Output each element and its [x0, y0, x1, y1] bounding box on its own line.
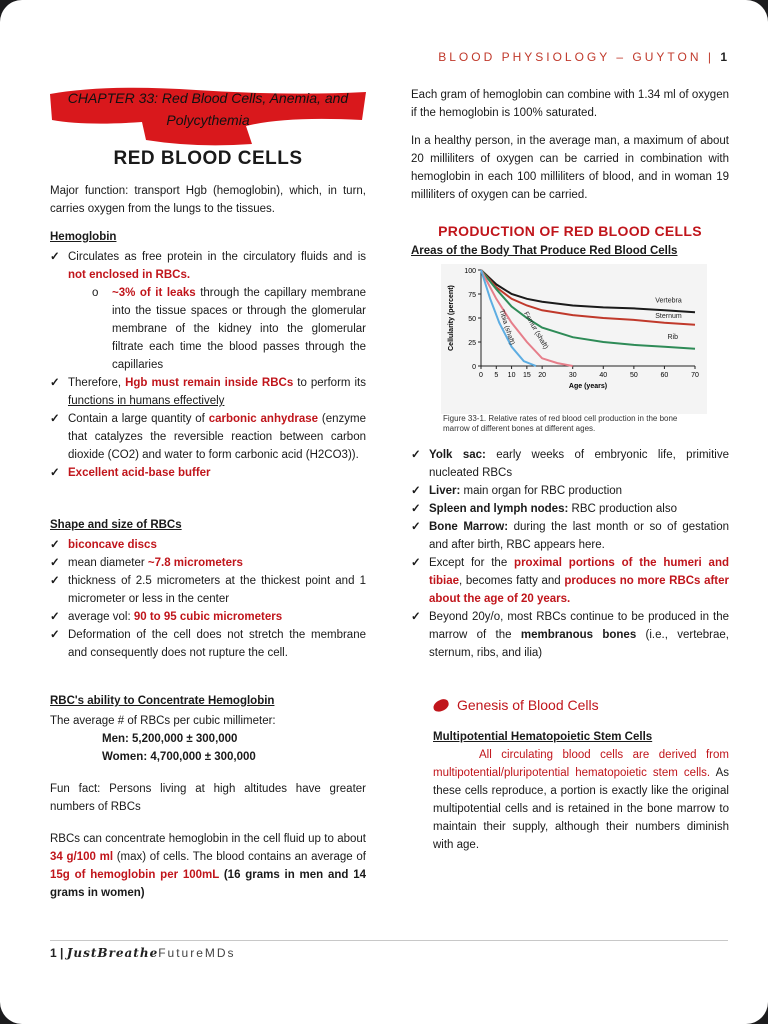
bold-text: membranous bones — [520, 629, 637, 641]
text: (enzyme that catalyzes the reversible reaction between carbon dioxide (CO2) and water to form carbonic acid (H2CO3)). — [68, 413, 366, 461]
highlight: produces no more RBCs after about the age of 20 years. — [429, 575, 729, 605]
men-count: Men: 5,200,000 ± 300,000 — [102, 733, 238, 745]
series-label: Rib — [667, 334, 679, 342]
shape-heading: Shape and size of RBCs — [50, 519, 182, 531]
shape-list — [50, 536, 366, 662]
series-label: Tibia (shaft) — [497, 308, 516, 346]
list-item — [411, 518, 729, 554]
list-item — [411, 482, 729, 500]
chart-svg — [441, 264, 707, 414]
list-item — [411, 500, 729, 518]
text: Contain a large quantity of — [68, 413, 209, 425]
x-tick-label: 5 — [494, 372, 499, 379]
text: Deformation of the cell does not stretch the membrane and consequently does not rupture the cell. — [68, 629, 366, 659]
sub-list-item — [104, 284, 366, 374]
bold-text: Yolk sac: — [429, 449, 486, 461]
blood-drop-icon — [432, 697, 451, 713]
text: Therefore, — [68, 377, 126, 389]
x-tick-label: 40 — [599, 372, 608, 379]
chapter-title: CHAPTER 33: Red Blood Cells, Anemia, and Polycythemia — [67, 90, 349, 128]
highlight: proximal portions of the humeri and tibiae — [429, 557, 729, 587]
highlight: 90 to 95 cubic micrometers — [133, 611, 283, 623]
list-item — [411, 554, 729, 608]
figure-caption: Figure 33-1. Relative rates of red blood cell production in the bone marrow of different bones at different ages. — [443, 414, 678, 433]
x-tick-label: 50 — [629, 372, 638, 379]
header-page-number: 1 — [720, 50, 728, 64]
series-label: Femur (shaft) — [522, 310, 550, 351]
genesis-title: Genesis of Blood Cells — [457, 697, 599, 713]
x-tick-label: 0 — [479, 372, 483, 379]
text: (max) of cells. The blood contains an average of — [113, 851, 366, 863]
oxygen-capacity-paragraph: Each gram of hemoglobin can combine with 1.34 ml of oxygen if the hemoglobin is 100% saturated. — [411, 89, 729, 119]
y-tick-label: 0 — [472, 364, 476, 371]
oxygen-healthy-paragraph: In a healthy person, in the average man, a maximum of about 20 milliliters of oxygen can be carried in combination with hemoglobin in each 100 milliliters of blood, and in woman 19 milliliters of oxygen can be carried. — [411, 135, 729, 201]
text: As these cells reproduce, a portion is exactly like the original multipotential cells and is retained in the bone marrow to maintain their supply, although their numbers diminish with age. — [433, 767, 729, 851]
highlight: ~3% of it leaks — [112, 287, 196, 299]
bold-text: Liver: — [429, 485, 461, 497]
list-item — [50, 374, 366, 410]
list-item — [50, 626, 366, 662]
text: to perform its — [293, 377, 366, 389]
list-item — [50, 554, 366, 572]
intro-paragraph: Major function: transport Hgb (hemoglobin), which, in turn, carries oxygen from the lungs to the tissues. — [50, 185, 366, 215]
highlight: 15g of hemoglobin per 100mL — [50, 869, 220, 881]
footer — [50, 946, 236, 960]
underlined-text: functions in humans effectively — [68, 395, 225, 407]
stem-cells-paragraph — [433, 746, 729, 854]
highlight: Hgb must remain inside RBCs — [125, 377, 294, 389]
list-item — [411, 446, 729, 482]
concentrate-paragraph — [50, 830, 366, 902]
text: Except for the — [429, 557, 515, 569]
highlight: biconcave discs — [68, 539, 157, 551]
hemoglobin-heading: Hemoglobin — [50, 231, 117, 243]
text: Circulates as free protein in the circulatory fluids and is — [68, 251, 366, 263]
y-tick-label: 50 — [468, 316, 476, 323]
list-item — [411, 608, 729, 662]
bold-text: Spleen and lymph nodes: — [429, 503, 569, 515]
x-tick-label: 70 — [691, 372, 699, 379]
running-header — [438, 50, 728, 64]
text: average vol: — [68, 611, 134, 623]
sub-list — [68, 284, 366, 374]
right-column — [411, 86, 729, 864]
highlight: carbonic anhydrase — [208, 413, 319, 425]
bold-text: (16 grams in men and 14 grams in women) — [50, 869, 366, 899]
text: RBCs can concentrate hemoglobin in the cell fluid up to about — [50, 833, 366, 845]
text: mean diameter — [68, 557, 148, 569]
hemoglobin-list — [50, 248, 366, 482]
chapter-banner — [50, 86, 366, 148]
text: , becomes fatty and — [459, 575, 565, 587]
list-item — [50, 536, 366, 554]
text: thickness of 2.5 micrometers at the thickest point and 1 micrometer or less in the center — [68, 575, 366, 605]
main-title: RED BLOOD CELLS — [113, 148, 303, 169]
areas-heading: Areas of the Body That Produce Red Blood Cells — [411, 245, 678, 257]
concentrate-heading: RBC's ability to Concentrate Hemoglobin — [50, 695, 275, 707]
text: (i.e., vertebrae, sternum, ribs, and ilia) — [429, 629, 729, 659]
highlight: All circulating blood cells are derived from multipotential/pluripotential hematopoietic stem cells. — [433, 749, 729, 779]
series-label: Vertebra — [655, 297, 682, 305]
x-tick-label: 30 — [568, 372, 577, 379]
list-item — [50, 464, 366, 482]
x-tick-label: 20 — [538, 372, 547, 379]
avg-line: The average # of RBCs per cubic millimeter: — [50, 715, 276, 727]
highlight: ~7.8 micrometers — [147, 557, 243, 569]
stem-cells-heading: Multipotential Hematopoietic Stem Cells — [433, 731, 653, 743]
list-item — [50, 248, 366, 374]
bold-text: Bone Marrow: — [429, 521, 509, 533]
list-item — [50, 410, 366, 464]
y-tick-label: 100 — [464, 268, 476, 275]
x-tick-label: 15 — [522, 372, 531, 379]
genesis-heading-row — [433, 696, 729, 714]
footer-brand-tail: FutureMDs — [158, 946, 236, 960]
highlight: not enclosed in RBCs. — [68, 269, 191, 281]
production-list — [411, 446, 729, 662]
footer-brand: JustBreathe — [66, 946, 159, 960]
list-item — [50, 608, 366, 626]
text: Beyond 20y/o, most RBCs continue to be produced in the marrow of the — [429, 611, 729, 641]
y-axis-label: Cellularity (percent) — [448, 285, 455, 351]
production-title: PRODUCTION OF RED BLOOD CELLS — [438, 223, 702, 239]
text: RBC production also — [568, 503, 677, 515]
header-title: BLOOD PHYSIOLOGY – GUYTON | — [438, 50, 714, 64]
y-tick-label: 25 — [468, 340, 476, 347]
y-tick-label: 75 — [468, 292, 476, 299]
x-axis-label: Age (years) — [568, 383, 608, 390]
x-tick-label: 60 — [660, 372, 669, 379]
highlight: Excellent acid-base buffer — [68, 467, 211, 479]
women-count: Women: 4,700,000 ± 300,000 — [102, 751, 256, 763]
cellularity-chart — [441, 264, 707, 414]
footer-page: 1 | — [50, 946, 64, 960]
text: through the capillary membrane into the tissue spaces or through the glomerular membrane of the kidney into the glomerular filtrate each time the blood passes through the capillaries — [112, 287, 366, 371]
list-item — [50, 572, 366, 608]
footer-divider — [50, 940, 728, 941]
text: early weeks of embryonic life, primitive nucleated RBCs — [429, 449, 729, 479]
highlight: 34 g/100 ml — [50, 851, 114, 863]
fun-fact: Fun fact: Persons living at high altitudes have greater numbers of RBCs — [50, 783, 366, 813]
left-column — [50, 86, 366, 912]
series-label: Sternum — [655, 313, 682, 320]
text: during the last month or so of gestation and after birth, RBC appears here. — [429, 521, 729, 551]
text: main organ for RBC production — [460, 485, 623, 497]
x-tick-label: 10 — [507, 372, 516, 379]
